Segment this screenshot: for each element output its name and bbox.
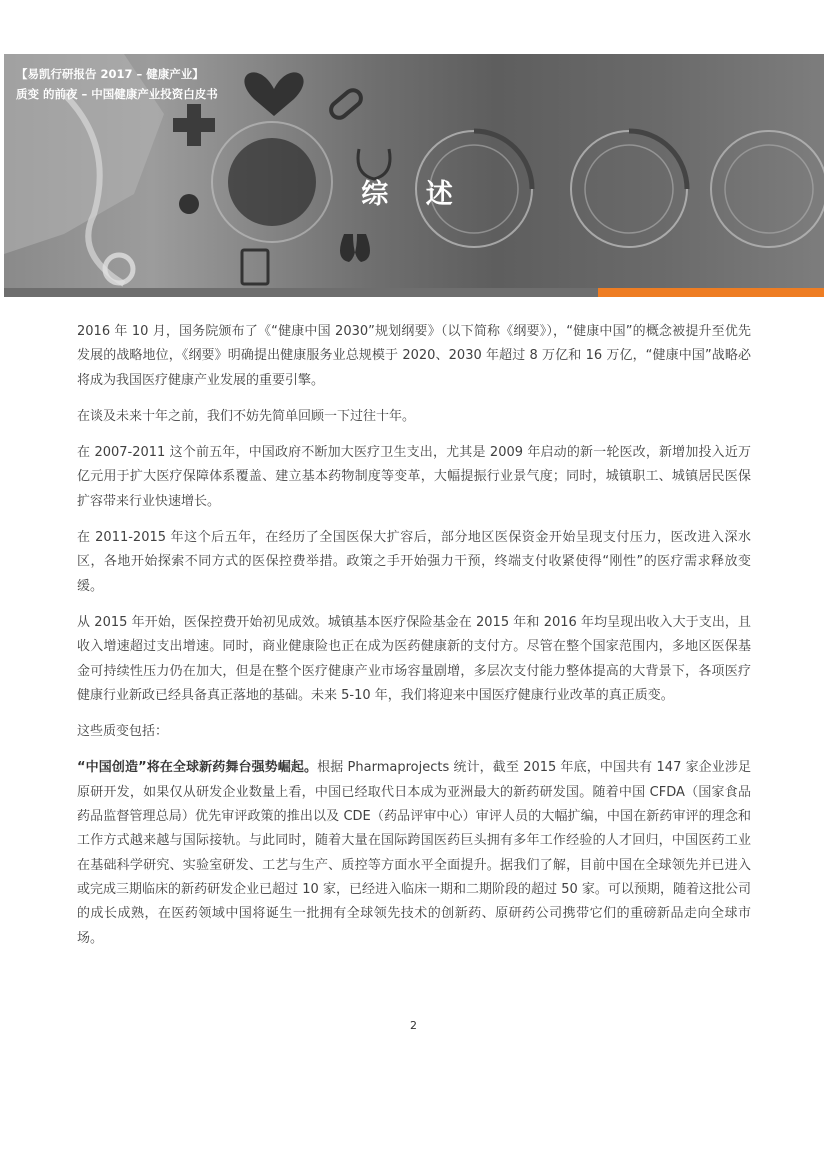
- paragraph-lead: “中国创造”将在全球新药舞台强势崛起。: [77, 760, 318, 776]
- paragraph: 在谈及未来十年之前，我们不妨先简单回顾一下过往十年。: [77, 408, 416, 424]
- section-title: 综 述: [361, 179, 467, 210]
- divider-bar-grey: [4, 288, 598, 297]
- paragraph: 从 2015 年开始，医保控费开始初见成效。城镇基本医疗保险基金在 2015 年和 2016 年均呈现出收入大于支出，且收入增速超过支出增速。同时，商业健康险也正在成为医药健康新的支付方。尽管在整个国家范围内，多地区医保基金可持续性压力仍在加大，但是在整个医疗健康产业市场容量剧增，多层次支付能力整体提高的大背景下，各项医疗健康行业新政已经具备真正落地的基础。未来 5-10 年，我们将迎来中国医疗健康行业改革的真正质变。: [77, 614, 751, 703]
- paragraph: 在 2007-2011 这个前五年，中国政府不断加大医疗卫生支出，尤其是 2009 年启动的新一轮医改，新增加投入近万亿元用于扩大医疗保障体系覆盖、建立基本药物制度等变革，大幅提振行业景气度；同时，城镇职工、城镇居民医保扩容带来行业快速增长。: [77, 445, 751, 509]
- paragraph: 这些质变包括：: [77, 724, 169, 740]
- paragraph-rest: 根据 Pharmaprojects 统计，截至 2015 年底，中国共有 147 家企业涉足原研开发，如果仅从研发企业数量上看，中国已经取代日本成为亚洲最大的新药研发国。随着中国 CFDA（国家食品药品监督管理总局）优先审评政策的推出以及 CDE（药品评审中心）审评人员的大幅扩编，中国在新药审评的理念和工作方式越来越与国际接轨。与此同时，随着大量在国际跨国医药巨头拥有多年工作经验的人才回归，中国医药工业在基础科学研究、实验室研发、工艺与生产、质控等方面水平全面提升。据我们了解，目前中国在全球领先并已进入或完成三期临床的新药研发企业已超过 10 家，已经进入临床一期和二期阶段的超过 50 家。可以预期，随着这批公司的成长成熟，在医药领域中国将诞生一批拥有全球领先技术的创新药、原研药公司携带它们的重磅新品走向全球市场。: [77, 760, 751, 946]
- medical-cross-icon: [173, 104, 215, 146]
- clipboard-icon: [242, 250, 268, 284]
- paragraph: 2016 年 10 月，国务院颁布了《“健康中国 2030”规划纲要》（以下简称《纲要》），“健康中国”的概念被提升至优先发展的战略地位，《纲要》明确提出健康服务业总规模于 2020、2030 年超过 8 万亿和 16 万亿，“健康中国”战略必将成为我国医疗健康产业发展的重要引擎。: [77, 324, 751, 388]
- paragraph: 在 2011-2015 年这个后五年，在经历了全国医保大扩容后，部分地区医保资金开始呈现支付压力，医改进入深水区，各地开始探索不同方式的医保控费举措。政策之手开始强力干预，终端支付收紧使得“刚性”的医疗需求释放变缓。: [77, 530, 751, 594]
- report-title: 质变 的前夜 – 中国健康产业投资白皮书: [16, 87, 218, 101]
- divider-bar-orange: [598, 288, 824, 297]
- body-text: [77, 320, 751, 963]
- series-label: 【易凯行研报告 2017 – 健康产业】: [16, 67, 204, 81]
- report-series-label: [16, 64, 218, 104]
- lungs-icon: [340, 234, 370, 262]
- pill-icon: [328, 87, 364, 121]
- heart-icon: [244, 72, 303, 116]
- header-banner: [4, 54, 824, 297]
- page-number: 2: [410, 1019, 417, 1032]
- paragraph: [77, 756, 751, 950]
